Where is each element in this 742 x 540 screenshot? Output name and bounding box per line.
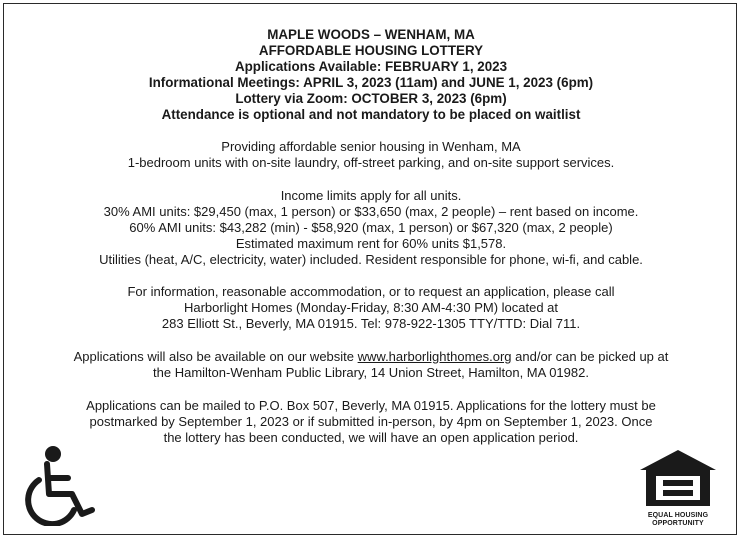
applications-available: Applications Available: FEBRUARY 1, 2023 <box>234 59 508 74</box>
mail-line-2: postmarked by September 1, 2023 or if submitted in-person, by 4pm on September 1, 2023. Once <box>89 414 653 429</box>
equal-housing-line-2: OPPORTUNITY <box>652 519 704 527</box>
website-prefix: Applications will also be available on our website <box>73 349 358 364</box>
income-line-1: Income limits apply for all units. <box>280 188 462 203</box>
contact-line-2: Harborlight Homes (Monday-Friday, 8:30 AM-4:30 PM) located at <box>183 300 559 315</box>
wheelchair-icon <box>22 444 100 526</box>
income-line-4: Estimated maximum rent for 60% units $1,578. <box>235 236 507 251</box>
income-line-2: 30% AMI units: $29,450 (max, 1 person) or $33,650 (max, 2 people) – rent based on income. <box>103 204 639 219</box>
equal-housing-line-1: EQUAL HOUSING <box>647 512 709 519</box>
contact-line-3: 283 Elliott St., Beverly, MA 01915. Tel: 978-922-1305 TTY/TTD: Dial 711. <box>161 316 581 331</box>
informational-meetings: Informational Meetings: APRIL 3, 2023 (11am) and JUNE 1, 2023 (6pm) <box>148 75 594 90</box>
attendance-note: Attendance is optional and not mandatory to be placed on waitlist <box>161 107 581 122</box>
description-line-2: 1-bedroom units with on-site laundry, off-street parking, and on-site support services. <box>127 155 615 170</box>
income-line-5: Utilities (heat, A/C, electricity, water) included. Resident responsible for phone, wi-fi, and cable. <box>99 252 643 267</box>
mail-line-1: Applications can be mailed to P.O. Box 507, Beverly, MA 01915. Applications for the lottery must be <box>86 398 656 413</box>
website-line-2: the Hamilton-Wenham Public Library, 14 Union Street, Hamilton, MA 01982. <box>153 365 589 380</box>
notice-subtitle: AFFORDABLE HOUSING LOTTERY <box>258 43 484 58</box>
contact-line-1: For information, reasonable accommodation, or to request an application, please call <box>127 284 615 299</box>
website-line-1 <box>0 349 742 365</box>
website-suffix: and/or can be picked up at <box>511 349 669 364</box>
website-link[interactable]: www.harborlighthomes.org <box>357 349 512 364</box>
mail-line-3: the lottery has been conducted, we will have an open application period. <box>163 430 579 445</box>
notice-title: MAPLE WOODS – WENHAM, MA <box>267 27 475 42</box>
income-line-3: 60% AMI units: $43,282 (min) - $58,920 (max, 1 person) or $67,320 (max, 2 people) <box>129 220 613 235</box>
lottery-date: Lottery via Zoom: OCTOBER 3, 2023 (6pm) <box>235 91 507 106</box>
description-line-1: Providing affordable senior housing in Wenham, MA <box>221 139 521 154</box>
equal-housing-label <box>634 512 722 527</box>
